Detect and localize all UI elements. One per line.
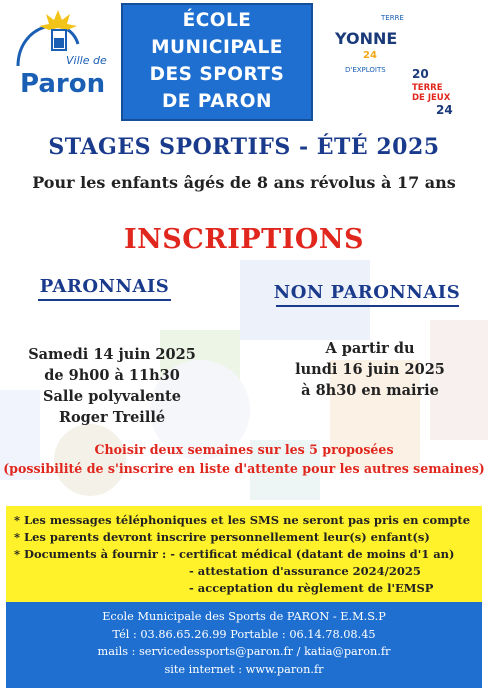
paronnais-time: de 9h00 à 11h30 [44,367,180,384]
week-choice-note [0,440,488,478]
note-line: - attestation d'assurance 2024/2025 [189,564,421,578]
headline-stages: STAGES SPORTIFS - ÉTÉ 2025 [48,134,440,160]
yonne-bottom: D'EXPLOITS [345,66,386,74]
yonne-top: TERRE [381,14,404,22]
logo-text-ville: Ville de [66,54,107,67]
footer-phone: Tél : 03.86.65.26.99 Portable : 06.14.78.08.45 [112,627,376,641]
ville-de-paron-logo [8,4,108,104]
title-line: MUNICIPALE [151,37,283,58]
yonne-main: YONNE [335,29,398,48]
tdj-line2: DE JEUX [412,93,451,103]
footer-website: site internet : www.paron.fr [164,662,324,676]
choose-line2: (possibilité de s'inscrire en liste d'attente pour les autres semaines) [3,461,485,476]
paronnais-date: Samedi 14 juin 2025 [28,346,196,363]
inscriptions-heading: INSCRIPTIONS [123,224,365,255]
paronnais-venue: Salle polyvalente [43,388,181,405]
title-line: DE PARON [161,91,273,112]
age-requirement: Pour les enfants âgés de 8 ans révolus à 17 ans [32,173,456,192]
terre-de-jeux-2024-logo [408,66,468,120]
tdj-year-bottom: 24 [436,103,453,117]
choose-line1: Choisir deux semaines sur les 5 proposées [94,442,394,457]
footer-org: Ecole Municipale des Sports de PARON - E.M.S.P [102,610,386,623]
paronnais-label: PARONNAIS [39,276,170,297]
non-paronnais-date: lundi 16 juin 2025 [295,361,445,378]
paronnais-details [12,344,212,428]
note-line: * Les parents devront inscrire personnellement leur(s) enfant(s) [14,530,430,544]
logo-text-paron: Paron [20,69,106,99]
contact-footer [6,602,482,688]
non-paronnais-label: NON PARONNAIS [273,282,461,303]
non-paronnais-from: A partir du [325,340,415,357]
non-paronnais-details [290,338,450,401]
yonne-terre-exploits-badge [331,8,411,78]
title-line: DES SPORTS [149,64,285,85]
title-line: ÉCOLE [182,10,252,31]
note-line: - acceptation du règlement de l'EMSP [189,581,434,595]
non-paronnais-underline [276,305,459,307]
note-line: * Documents à fournir : - certificat médical (datant de moins d'1 an) [14,547,455,561]
footer-mails: mails : servicedessports@paron.fr / katia@paron.fr [97,645,391,658]
yonne-number: 24 [363,50,377,61]
note-line: * Les messages téléphoniques et les SMS ne seront pas pris en compte [14,513,471,527]
important-notes-box [6,506,482,602]
paronnais-venue-name: Roger Treillé [58,409,166,426]
non-paronnais-time-place: à 8h30 en mairie [301,382,439,399]
school-title-box [121,3,313,121]
tdj-year-top: 20 [412,67,429,81]
tdj-line1: TERRE [412,83,443,93]
paronnais-underline [38,299,171,301]
